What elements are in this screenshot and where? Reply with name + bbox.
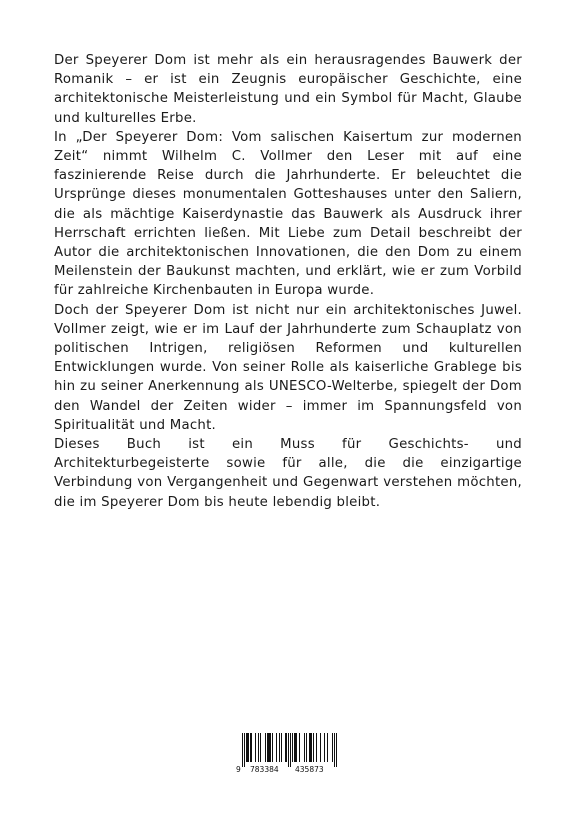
barcode-left-group: 783384: [250, 765, 279, 774]
barcode-bar: [251, 733, 252, 762]
barcode-bar: [248, 733, 249, 762]
blurb-paragraph-2: In „Der Speyerer Dom: Vom salischen Kaisertum zur modernen Zeit“ nimmt Wilhelm C. Vollmer den Leser mit auf eine faszinierende Reise durch die Jahrhunderte. Er beleuchtet die Ursprünge dieses monumentalen Gotteshauses unter den Saliern, die als mächtige Kaiserdynastie das Bauwerk als Ausdruck ihrer Herrschaft errichten ließen. Mit Liebe zum Detail beschreibt der Autor die architektonischen Innovationen, die den Dom zu einem Meilenstein der Baukunst machten, und erklärt, wie er zum Vorbild für zahlreiche Kirchenbauten in Europa wurde.: [54, 129, 522, 299]
barcode-bar: [250, 733, 251, 762]
isbn-barcode: [236, 733, 342, 775]
barcode-bar: [246, 733, 247, 762]
barcode-bar: [285, 733, 286, 762]
barcode-digits: [236, 765, 342, 775]
barcode-bars-icon: [236, 733, 342, 767]
barcode-bar: [332, 733, 333, 762]
barcode-bar: [296, 733, 297, 762]
barcode-bar: [255, 733, 256, 762]
barcode-bar: [294, 733, 295, 762]
barcode-bar: [276, 733, 277, 762]
barcode-bar: [309, 733, 310, 762]
barcode-bar: [299, 733, 300, 762]
barcode-bar: [268, 733, 269, 762]
barcode-bar: [313, 733, 314, 762]
blurb-paragraph-3: Doch der Speyerer Dom ist nicht nur ein architektonisches Juwel. Vollmer zeigt, wie er im Lauf der Jahrhunderte zum Schauplatz von politischen Intrigen, religiösen Reformen und kulturellen Entwicklungen wurde. Von seiner Rolle als kaiserliche Grablege bis hin zu seiner Anerkennung als UNESCO-Welterbe, spiegelt der Dom den Wandel der Zeiten wider – immer im Spannungsfeld von Spiritualität und Macht.: [54, 302, 522, 433]
barcode-bar: [260, 733, 261, 762]
barcode-right-group: 435873: [295, 765, 324, 774]
blurb-paragraph-4: Dieses Buch ist ein Muss für Geschichts- und Architekturbegeisterte sowie für alle, die die einzigartige Verbindung von Vergangenheit und Gegenwart verstehen möchten, die im Speyerer Dom bis heute lebendig bleibt.: [54, 437, 522, 510]
barcode-bar: [247, 733, 248, 762]
barcode-bar: [324, 733, 325, 762]
barcode-bar: [310, 733, 311, 762]
barcode-bar: [290, 733, 291, 767]
barcode-bar: [334, 733, 335, 767]
barcode-bar: [295, 733, 296, 762]
barcode-bar: [311, 733, 312, 762]
barcode-bar: [316, 733, 317, 762]
barcode-bar: [281, 733, 282, 762]
blurb-text: [54, 51, 522, 512]
barcode-bar: [272, 733, 273, 762]
barcode-bar: [267, 733, 268, 762]
barcode-bar: [336, 733, 337, 767]
barcode-first-digit: 9: [236, 765, 241, 774]
barcode-bar: [265, 733, 266, 762]
barcode-bar: [242, 733, 243, 767]
barcode-bar: [304, 733, 305, 762]
barcode-bar: [306, 733, 307, 762]
blurb-paragraph-1: Der Speyerer Dom ist mehr als ein herausragendes Bauwerk der Romanik – er ist ein Zeugnis europäischer Geschichte, eine architektonische Meisterleistung und ein Symbol für Macht, Glaube und kulturelles Erbe.: [54, 53, 522, 126]
barcode-bar: [279, 733, 280, 762]
barcode-bar: [244, 733, 245, 767]
barcode-bar: [292, 733, 293, 762]
barcode-bar: [286, 733, 287, 762]
barcode-bar: [288, 733, 289, 767]
barcode-bar: [269, 733, 270, 762]
barcode-bar: [320, 733, 321, 762]
barcode-bar: [258, 733, 259, 762]
barcode-bar: [327, 733, 328, 762]
barcode-bar: [270, 733, 271, 762]
